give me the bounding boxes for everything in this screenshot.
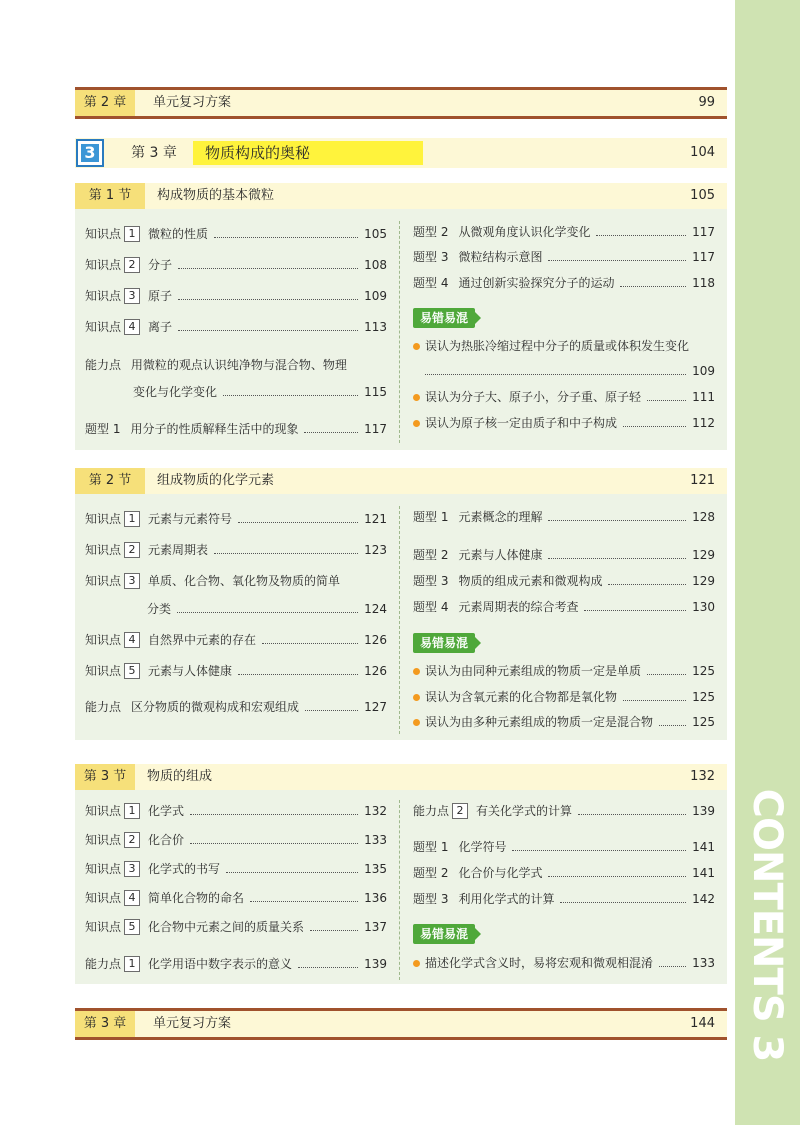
mistake-item[interactable]: 误认为含氧元素的化合物都是氧化物 125 [413, 687, 715, 707]
bottom-rule-lower [75, 1037, 727, 1040]
section-2 [75, 468, 727, 740]
toc-entry[interactable]: 知识点 4 离子 113 [85, 320, 387, 334]
section-page: 105 [690, 188, 715, 203]
mistake-item[interactable]: 误认为分子大、原子小，分子重、原子轻 111 [413, 387, 715, 407]
orange-bullet-icon [413, 420, 420, 427]
orange-bullet-icon [413, 960, 420, 967]
toc-entry[interactable]: 题型 3 微粒结构示意图 117 [413, 250, 715, 264]
section-label: 第 1 节 [75, 183, 145, 209]
toc-entry[interactable]: 题型 4 元素周期表的综合考查 130 [413, 600, 715, 614]
top-review-row[interactable] [75, 90, 727, 116]
toc-entry[interactable]: 能力点 区分物质的微观构成和宏观组成 127 [85, 700, 387, 714]
column-divider [399, 506, 400, 734]
section-1 [75, 183, 727, 450]
toc-entry[interactable]: 题型 3 利用化学式的计算 142 [413, 892, 715, 906]
section-header[interactable] [75, 468, 727, 494]
mistake-item[interactable]: 误认为原子核一定由质子和中子构成 112 [413, 413, 715, 433]
toc-entry-continuation[interactable]: 变化与化学变化 115 [133, 385, 387, 399]
toc-entry[interactable]: 题型 2 从微观角度认识化学变化 117 [413, 225, 715, 239]
toc-entry[interactable]: 知识点 2 化合价 133 [85, 833, 387, 847]
toc-entry[interactable]: 知识点 3 原子 109 [85, 289, 387, 303]
review-title: 单元复习方案 [153, 95, 232, 110]
toc-entry[interactable]: 知识点 4 自然界中元素的存在 126 [85, 633, 387, 647]
section-page: 121 [690, 473, 715, 488]
chapter-label: 第 3 章 [131, 145, 177, 161]
toc-entry[interactable]: 题型 4 通过创新实验探究分子的运动 118 [413, 276, 715, 290]
review-chapter-label: 第 3 章 [75, 1011, 135, 1037]
section-header[interactable] [75, 183, 727, 209]
review-title: 单元复习方案 [153, 1016, 232, 1031]
toc-entry[interactable]: 知识点 2 分子 108 [85, 258, 387, 272]
section-header[interactable] [75, 764, 727, 790]
toc-entry[interactable]: 题型 2 元素与人体健康 129 [413, 548, 715, 562]
contents-side-label: CONTENTS 3 [744, 788, 790, 1062]
toc-entry[interactable]: 知识点 1 化学式 132 [85, 804, 387, 818]
mistake-badge: 易错易混 [413, 308, 475, 328]
toc-entry[interactable]: 题型 1 元素概念的理解 128 [413, 510, 715, 524]
toc-entry[interactable]: 题型 3 物质的组成元素和微观构成 129 [413, 574, 715, 588]
mistake-badge: 易错易混 [413, 924, 475, 944]
orange-bullet-icon [413, 694, 420, 701]
section-page: 132 [690, 769, 715, 784]
toc-entry-multiline[interactable]: 能力点 用微粒的观点认识纯净物与混合物、物理 [85, 358, 347, 372]
toc-entry[interactable]: 知识点 1 元素与元素符号 121 [85, 512, 387, 526]
section-title: 组成物质的化学元素 [157, 473, 275, 488]
mistake-item-multiline[interactable]: 误认为热胀冷缩过程中分子的质量或体积发生变化 [413, 336, 715, 356]
review-page: 99 [698, 95, 715, 110]
chapter-header[interactable] [75, 138, 727, 168]
toc-entry[interactable]: 知识点 2 元素周期表 123 [85, 543, 387, 557]
toc-entry[interactable]: 题型 1 用分子的性质解释生活中的现象 117 [85, 422, 387, 436]
mistake-badge: 易错易混 [413, 633, 475, 653]
toc-entry-continuation[interactable]: 分类 124 [147, 602, 387, 616]
toc-entry[interactable]: 题型 2 化合价与化学式 141 [413, 866, 715, 880]
toc-entry[interactable]: 知识点 5 元素与人体健康 126 [85, 664, 387, 678]
toc-entry[interactable]: 能力点 2 有关化学式的计算 139 [413, 804, 715, 818]
bottom-review-row[interactable] [75, 1011, 727, 1037]
review-page: 144 [690, 1016, 715, 1031]
mistake-item[interactable]: 误认为由同种元素组成的物质一定是单质 125 [413, 661, 715, 681]
mistake-item-continuation[interactable]: 109 [425, 361, 715, 381]
toc-entry[interactable]: 知识点 4 简单化合物的命名 136 [85, 891, 387, 905]
section-label: 第 3 节 [75, 764, 135, 790]
orange-bullet-icon [413, 719, 420, 726]
section-title: 物质的组成 [147, 769, 213, 784]
chapter-number-badge: 3 [76, 139, 104, 167]
mistake-item[interactable]: 误认为由多种元素组成的物质一定是混合物 125 [413, 712, 715, 732]
toc-entry[interactable]: 知识点 1 微粒的性质 105 [85, 227, 387, 241]
toc-entry[interactable]: 能力点 1 化学用语中数字表示的意义 139 [85, 957, 387, 971]
orange-bullet-icon [413, 343, 420, 350]
section-3 [75, 764, 727, 984]
orange-bullet-icon [413, 668, 420, 675]
review-chapter-label: 第 2 章 [75, 90, 135, 116]
section-title: 构成物质的基本微粒 [157, 188, 275, 203]
chapter-page: 104 [690, 145, 715, 160]
orange-bullet-icon [413, 394, 420, 401]
mistake-item[interactable]: 描述化学式含义时，易将宏观和微观相混淆 133 [413, 953, 715, 973]
toc-entry[interactable]: 知识点 3 化学式的书写 135 [85, 862, 387, 876]
toc-entry[interactable]: 知识点 5 化合物中元素之间的质量关系 137 [85, 920, 387, 934]
column-divider [399, 800, 400, 980]
toc-entry-multiline[interactable]: 知识点 3 单质、化合物、氧化物及物质的简单 [85, 574, 341, 588]
toc-entry[interactable]: 题型 1 化学符号 141 [413, 840, 715, 854]
top-rule-bottom [75, 116, 727, 119]
chapter-title: 物质构成的奥秘 [193, 141, 423, 165]
column-divider [399, 221, 400, 443]
section-label: 第 2 节 [75, 468, 145, 494]
